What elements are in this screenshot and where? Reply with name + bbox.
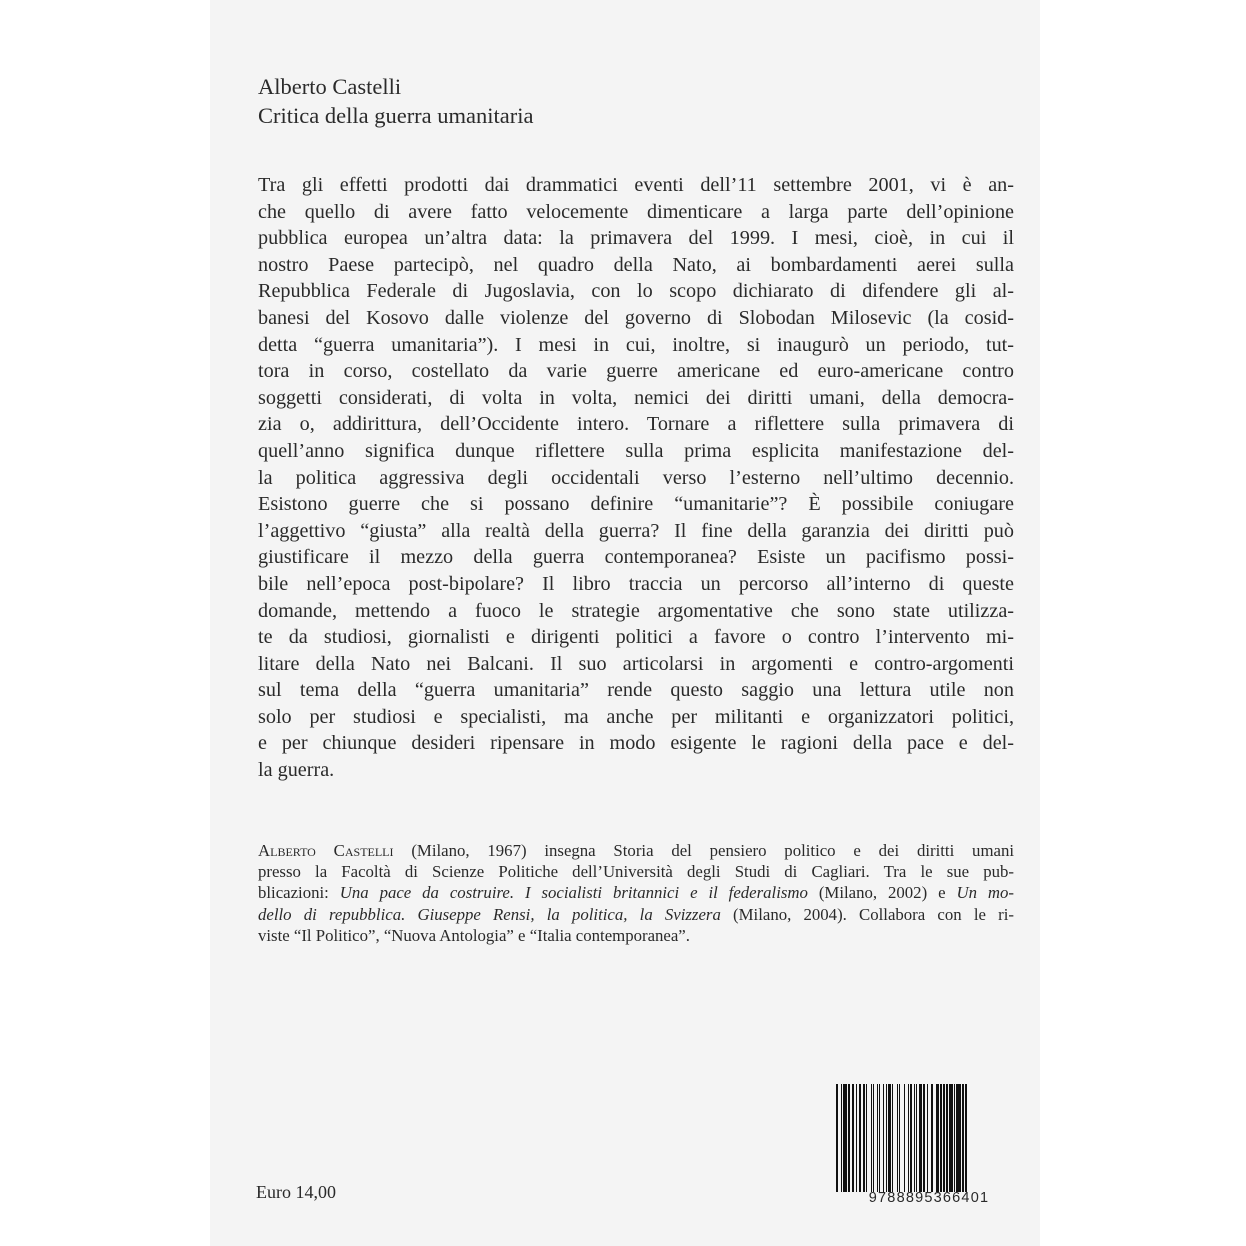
bio-book-title: Un mo- <box>956 883 1014 903</box>
blurb-line: litare della Nato nei Balcani. Il suo articolarsi in argomenti e contro-argomenti <box>258 652 1014 675</box>
blurb-line: la politica aggressiva degli occidentali verso l’esterno nell’ultimo decennio. <box>258 466 1014 489</box>
author-name: Alberto Castelli <box>258 74 402 99</box>
blurb-line: pubblica europea un’altra data: la primavera del 1999. I mesi, cioè, in cui il <box>258 227 1014 250</box>
book-title: Critica della guerra umanitaria <box>258 103 534 128</box>
bio-text: (Milano, 1967) insegna Storia del pensiero politico e dei diritti umani <box>393 841 1015 860</box>
bio-book-title: dello di repubblica. Giuseppe Rensi, la politica, la Svizzera <box>258 904 721 924</box>
blurb-line: bile nell’epoca post-bipolare? Il libro traccia un percorso all’interno di queste <box>258 572 1014 595</box>
blurb-line: soggetti considerati, di volta in volta, nemici dei diritti umani, della democra- <box>258 386 1014 409</box>
blurb-line: e per chiunque desideri ripensare in modo esigente le ragioni della pace e del- <box>258 732 1014 755</box>
isbn-barcode <box>836 1084 1022 1214</box>
blurb-text <box>258 172 1014 784</box>
isbn-number: 9788895366401 <box>868 1190 990 1206</box>
bio-book-title: Una pace da costruire. I socialisti britannici e il federalismo <box>339 883 808 903</box>
bio-text: viste “Il Politico”, “Nuova Antologia” e “Italia contemporanea”. <box>258 925 690 945</box>
blurb-line: detta “guerra umanitaria”). I mesi in cui, inoltre, si inaugurò un periodo, tut- <box>258 333 1014 356</box>
book-header <box>258 72 534 130</box>
bio-text: (Milano, 2004). Collabora con le ri- <box>720 904 1014 924</box>
blurb-line: quell’anno significa dunque riflettere sulla prima esplicita manifestazione del- <box>258 439 1014 462</box>
blurb-line: tora in corso, costellato da varie guerre americane ed euro-americane contro <box>258 360 1014 383</box>
barcode-bar <box>967 1084 968 1192</box>
blurb-line: che quello di avere fatto velocemente dimenticare a larga parte dell’opinione <box>258 200 1014 223</box>
blurb-line: banesi del Kosovo dalle violenze del governo di Slobodan Milosevic (la cosid- <box>258 306 1014 329</box>
author-bio <box>258 840 1014 946</box>
bio-text: blicazioni: <box>258 883 340 903</box>
blurb-line: la guerra. <box>258 759 335 782</box>
blurb-line: nostro Paese partecipò, nel quadro della Nato, ai bombardamenti aerei sulla <box>258 253 1014 276</box>
blurb-line: Repubblica Federale di Jugoslavia, con lo scopo dichiarato di difendere gli al- <box>258 280 1014 303</box>
price: Euro 14,00 <box>256 1182 336 1202</box>
blurb-line: te da studiosi, giornalisti e dirigenti politici a favore o contro l’intervento mi- <box>258 626 1014 649</box>
bio-text: presso la Facoltà di Scienze Politiche dell’Università degli Studi di Cagliari. Tra le sue pub- <box>258 862 1014 882</box>
bio-author-name: Alberto Castelli <box>258 841 394 860</box>
blurb-line: sul tema della “guerra umanitaria” rende questo saggio una lettura utile non <box>258 679 1014 702</box>
blurb-line: Tra gli effetti prodotti dai drammatici eventi dell’11 settembre 2001, vi è an- <box>258 174 1014 196</box>
blurb-line: Esistono guerre che si possano definire “umanitarie”? È possibile coniugare <box>258 493 1014 516</box>
bio-text: (Milano, 2002) e <box>807 883 957 903</box>
blurb-line: giustificare il mezzo della guerra contemporanea? Esiste un pacifismo possi- <box>258 546 1014 569</box>
barcode-bars <box>836 1084 1022 1192</box>
blurb-line: domande, mettendo a fuoco le strategie argomentative che sono state utilizza- <box>258 599 1014 622</box>
blurb-line: l’aggettivo “giusta” alla realtà della guerra? Il fine della garanzia dei diritti può <box>258 519 1014 542</box>
blurb-line: zia o, addirittura, dell’Occidente intero. Tornare a riflettere sulla primavera di <box>258 413 1014 436</box>
blurb-line: solo per studiosi e specialisti, ma anche per militanti e organizzatori politici, <box>258 705 1014 728</box>
